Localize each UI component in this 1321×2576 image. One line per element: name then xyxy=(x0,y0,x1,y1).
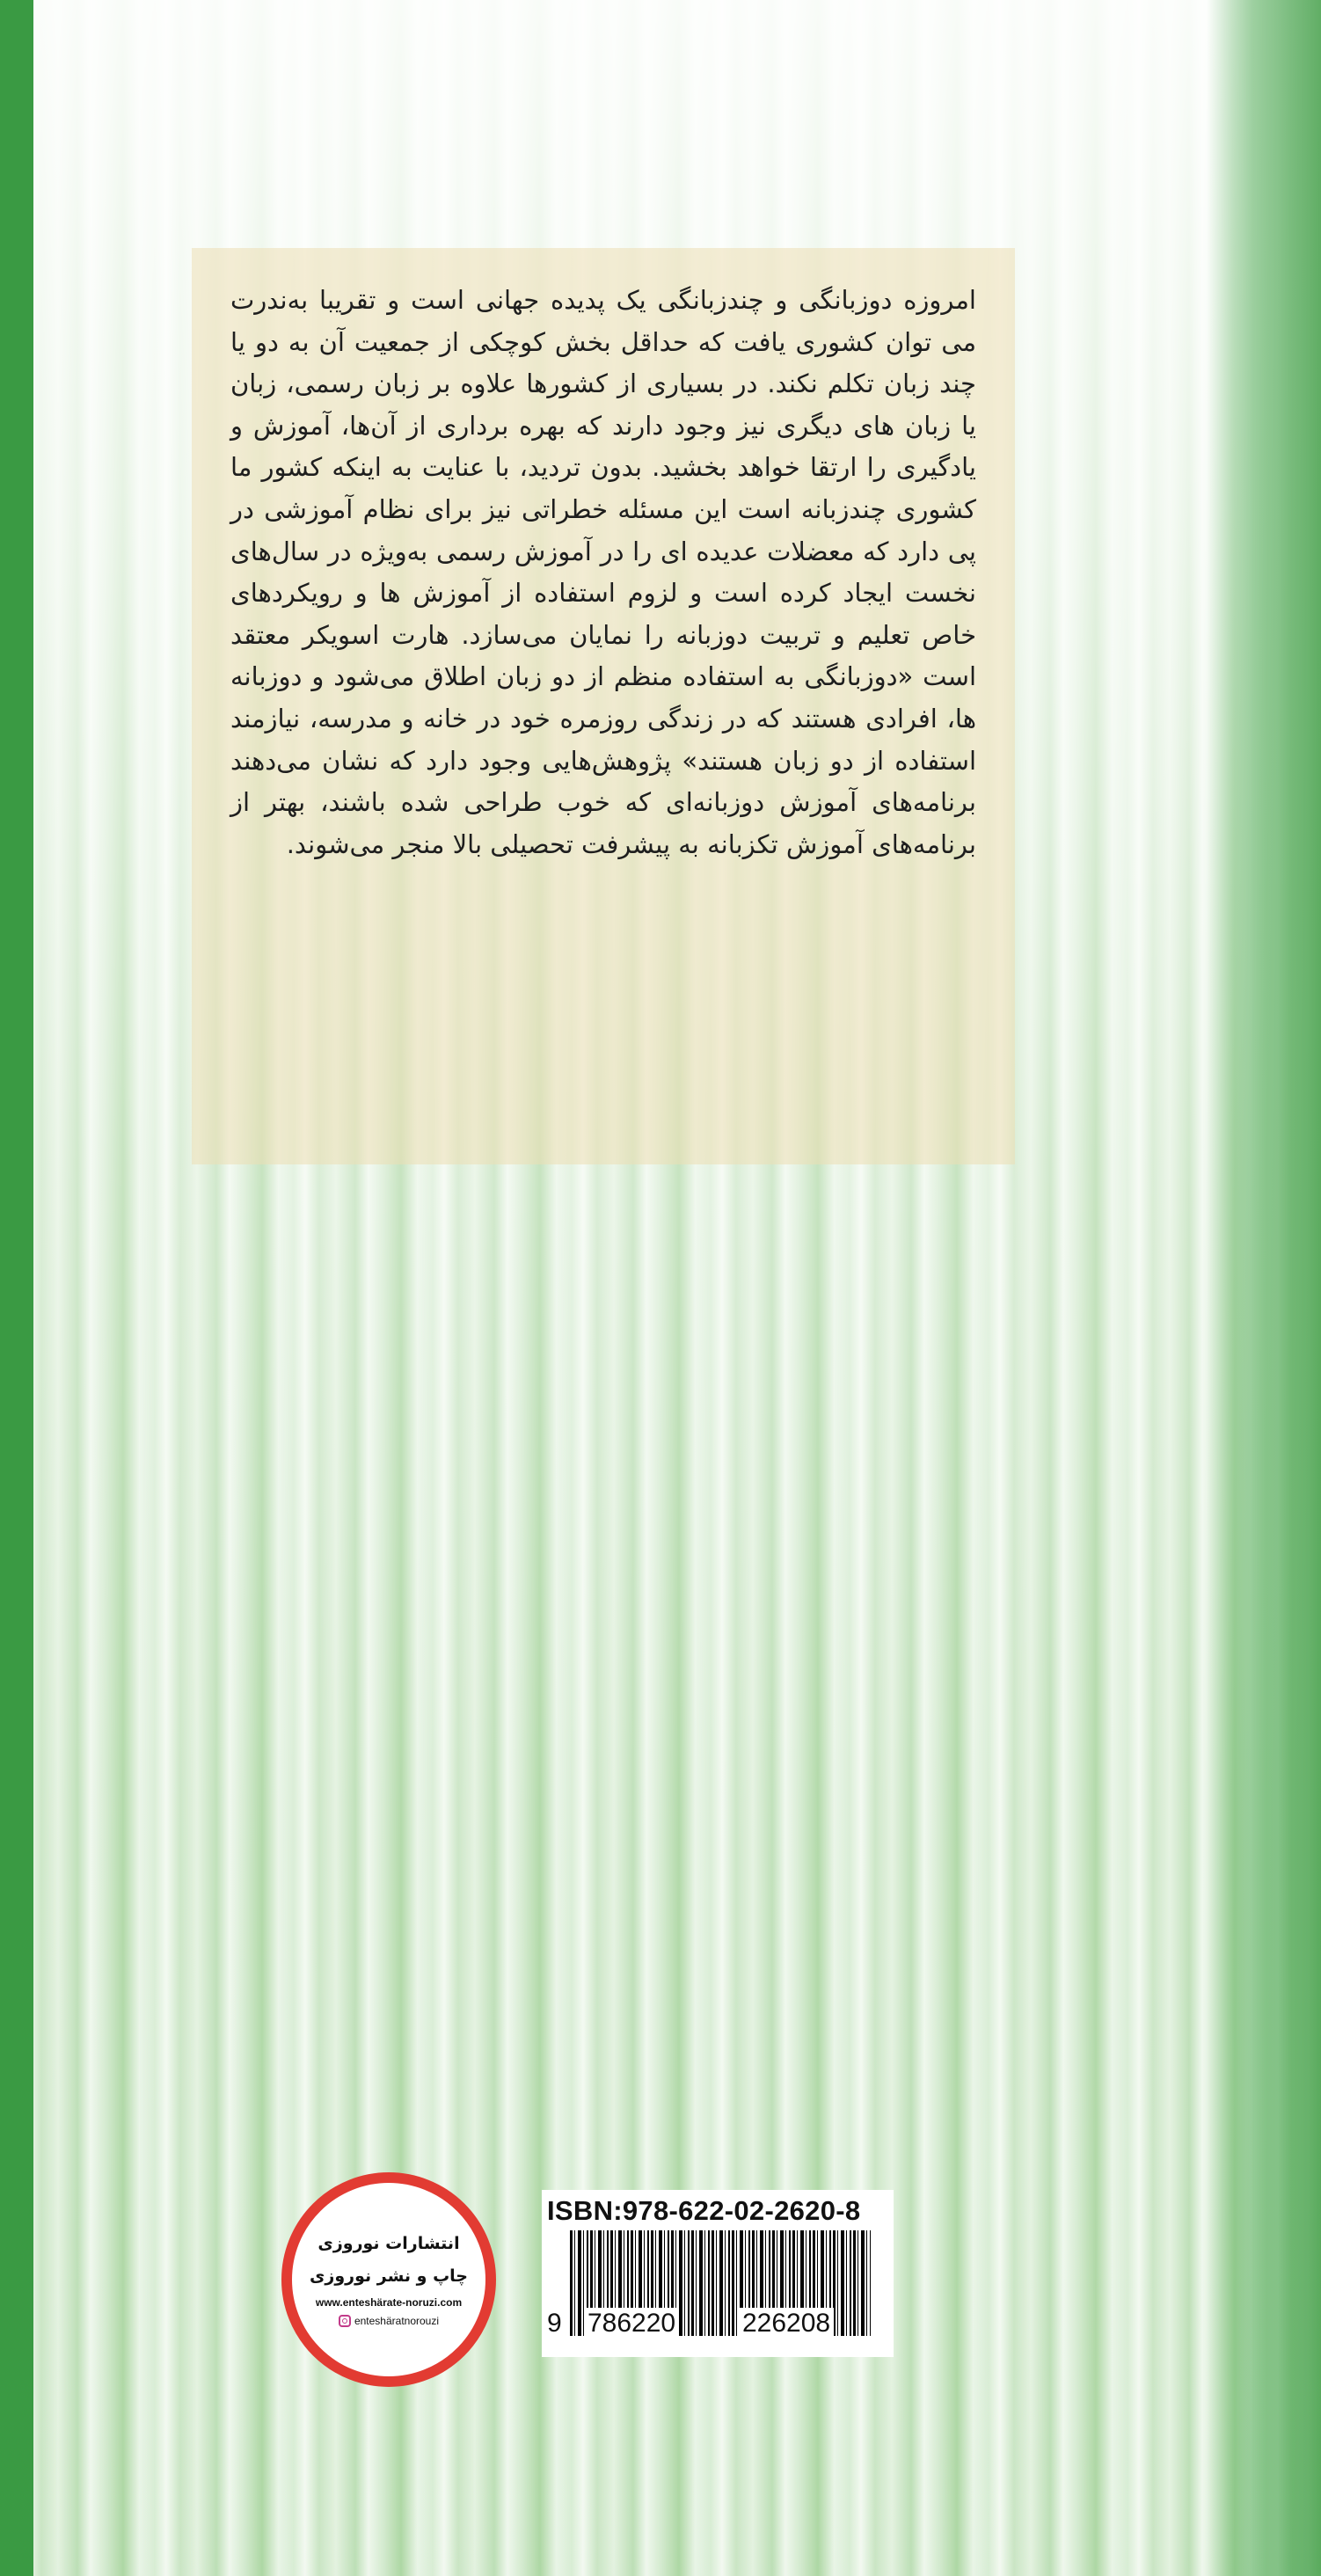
publisher-seal xyxy=(281,2172,496,2387)
instagram-icon xyxy=(339,2315,351,2327)
barcode-digit-lead: 9 xyxy=(547,2309,562,2338)
barcode xyxy=(547,2227,888,2350)
barcode-digit-group-2: 226208 xyxy=(739,2308,834,2339)
left-edge-strip xyxy=(0,0,33,2576)
publisher-website: www.enteshärate-noruzi.com xyxy=(315,2296,463,2309)
publisher-subtitle: چاپ و نشر نوروزی xyxy=(309,2266,468,2286)
right-edge-strip xyxy=(1207,0,1321,2576)
barcode-digits xyxy=(547,2308,888,2343)
isbn-number: ISBN:978-622-02-2620-8 xyxy=(547,2195,861,2226)
publisher-name: انتشارات نوروزی xyxy=(317,2234,460,2253)
publisher-instagram xyxy=(339,2314,439,2328)
instagram-handle: enteshäratnorouzi xyxy=(354,2315,440,2327)
blurb-panel xyxy=(192,248,1015,1164)
isbn-barcode xyxy=(542,2190,894,2357)
blurb-text: امروزه دوزبانگی و چندزبانگی یک پدیده جهانی است و تقریبا به‌ندرت می توان کشوری یافت که حداقل بخش کوچکی از جمعیت آن به دو یا چند زبان تکلم نکند. در بسیاری از کشورها علاوه بر زبان رسمی، زبان یا زبان های دیگری نیز وجود دارند که بهره برداری از آن‌ها، آموزش و یادگیری را ارتقا خواهد بخشید. بدون تردید، با عنایت به اینکه کشور ما کشوری چندزبانه است این مسئله خطراتی نیز برای نظام آموزشی در پی دارد که معضلات عدیده ای را در آموزش رسمی به‌ویژه در سال‌های نخست ایجاد کرده است و لزوم استفاده از آموزش ها و رویکردهای خاص تعلیم و تربیت دوزبانه را نمایان می‌سازد. هارت اسویکر معتقد است «دوزبانگی به استفاده منظم از دو زبان اطلاق می‌شود و دوزبانه ها، افرادی هستند که در زندگی روزمره خود در خانه و مدرسه، نیازمند استفاده از دو زبان هستند» پژوهش‌هایی وجود دارد که نشان می‌دهند برنامه‌های آموزش دوزبانه‌ای که خوب طراحی شده باشند، بهتر از برنامه‌های آموزش تکزبانه به پیشرفت تحصیلی بالا منجر می‌شوند. xyxy=(230,285,976,859)
barcode-digit-group-1: 786220 xyxy=(584,2308,679,2339)
